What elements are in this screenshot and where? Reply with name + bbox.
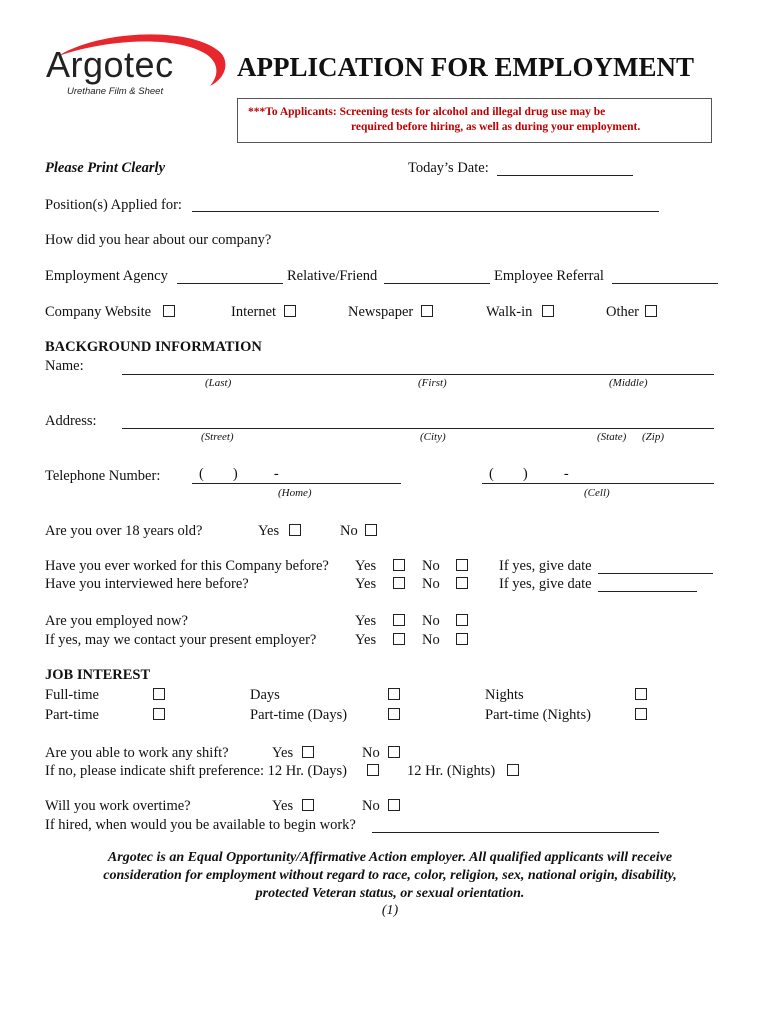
- over-18-question: Are you over 18 years old?: [45, 523, 203, 539]
- walk-in-label: Walk-in: [486, 304, 533, 320]
- interviewed-yes-checkbox[interactable]: [393, 577, 405, 589]
- overtime-no-checkbox[interactable]: [388, 799, 400, 811]
- other-checkbox[interactable]: [645, 305, 657, 317]
- contact-employer-no-checkbox[interactable]: [456, 633, 468, 645]
- worked-before-yes-label: Yes: [355, 558, 377, 574]
- full-time-checkbox[interactable]: [153, 688, 165, 700]
- interviewed-date-label: If yes, give date: [499, 576, 592, 592]
- worked-before-yes-checkbox[interactable]: [393, 559, 405, 571]
- part-time-checkbox[interactable]: [153, 708, 165, 720]
- last-caption: (Last): [205, 377, 232, 389]
- contact-employer-no-label: No: [422, 632, 440, 648]
- telephone-label: Telephone Number:: [45, 468, 161, 484]
- twelve-hr-days-checkbox[interactable]: [367, 764, 379, 776]
- availability-question: If hired, when would you be available to begin work?: [45, 817, 356, 833]
- company-website-label: Company Website: [45, 304, 152, 320]
- notice-line-1: ***To Applicants: Screening tests for alcohol and illegal drug use may be: [248, 106, 606, 118]
- eeo-line-2: consideration for employment without regard to race, color, religion, sex, national origin, disability,: [103, 868, 677, 883]
- employed-now-no-label: No: [422, 613, 440, 629]
- part-time-days-label: Part-time (Days): [250, 707, 348, 723]
- overtime-no-label: No: [362, 798, 380, 814]
- state-caption: (State): [597, 431, 627, 443]
- eeo-line-3: protected Veteran status, or sexual orientation.: [255, 886, 525, 901]
- name-label: Name:: [45, 358, 84, 374]
- street-caption: (Street): [201, 431, 234, 443]
- overtime-question: Will you work overtime?: [45, 798, 191, 814]
- employee-referral-field[interactable]: [612, 283, 718, 284]
- home-phone-template: ( ) -: [199, 466, 279, 482]
- relative-friend-field[interactable]: [384, 283, 490, 284]
- worked-before-no-label: No: [422, 558, 440, 574]
- page-title: APPLICATION FOR EMPLOYMENT: [237, 52, 694, 82]
- logo-tagline: Urethane Film & Sheet: [67, 86, 164, 97]
- cell-caption: (Cell): [584, 487, 610, 499]
- city-caption: (City): [420, 431, 446, 443]
- part-time-nights-checkbox[interactable]: [635, 708, 647, 720]
- other-label: Other: [606, 304, 640, 320]
- interviewed-yes-label: Yes: [355, 576, 377, 592]
- over-18-no-label: No: [340, 523, 358, 539]
- full-time-label: Full-time: [45, 687, 99, 703]
- print-clearly-label: Please Print Clearly: [45, 160, 166, 176]
- over-18-yes-checkbox[interactable]: [289, 524, 301, 536]
- nights-label: Nights: [485, 687, 524, 703]
- part-time-label: Part-time: [45, 707, 99, 723]
- name-field[interactable]: [122, 374, 714, 375]
- cell-phone-template: ( ) -: [489, 466, 569, 482]
- newspaper-label: Newspaper: [348, 304, 414, 320]
- home-phone-field[interactable]: [192, 483, 401, 484]
- employee-referral-label: Employee Referral: [494, 268, 604, 284]
- twelve-hr-nights-label: 12 Hr. (Nights): [407, 763, 496, 779]
- todays-date-field[interactable]: [497, 175, 633, 176]
- any-shift-question: Are you able to work any shift?: [45, 745, 229, 761]
- over-18-no-checkbox[interactable]: [365, 524, 377, 536]
- relative-friend-label: Relative/Friend: [287, 268, 378, 284]
- internet-label: Internet: [231, 304, 277, 320]
- shift-preference-label: If no, please indicate shift preference: 12 Hr. (Days): [45, 763, 347, 779]
- employment-agency-field[interactable]: [177, 283, 283, 284]
- employed-now-no-checkbox[interactable]: [456, 614, 468, 626]
- logo-wordmark: Argotec: [46, 44, 174, 85]
- page-number: (1): [381, 903, 399, 918]
- address-label: Address:: [45, 413, 97, 429]
- overtime-yes-checkbox[interactable]: [302, 799, 314, 811]
- cell-phone-field[interactable]: [482, 483, 714, 484]
- drug-screening-notice: [237, 98, 712, 143]
- contact-employer-yes-label: Yes: [355, 632, 377, 648]
- employed-now-yes-label: Yes: [355, 613, 377, 629]
- any-shift-yes-label: Yes: [272, 745, 294, 761]
- home-caption: (Home): [278, 487, 312, 499]
- address-field[interactable]: [122, 428, 714, 429]
- interviewed-question: Have you interviewed here before?: [45, 576, 249, 592]
- middle-caption: (Middle): [609, 377, 648, 389]
- worked-before-question: Have you ever worked for this Company before?: [45, 558, 329, 574]
- first-caption: (First): [418, 377, 447, 389]
- todays-date-label: Today’s Date:: [408, 160, 489, 176]
- days-label: Days: [250, 687, 280, 703]
- worked-before-date-label: If yes, give date: [499, 558, 592, 574]
- interviewed-no-checkbox[interactable]: [456, 577, 468, 589]
- any-shift-no-checkbox[interactable]: [388, 746, 400, 758]
- positions-field[interactable]: [192, 211, 659, 212]
- employed-now-question: Are you employed now?: [45, 613, 188, 629]
- contact-employer-yes-checkbox[interactable]: [393, 633, 405, 645]
- internet-checkbox[interactable]: [284, 305, 296, 317]
- job-interest-heading: JOB INTEREST: [45, 667, 151, 683]
- background-heading: BACKGROUND INFORMATION: [45, 339, 262, 355]
- any-shift-yes-checkbox[interactable]: [302, 746, 314, 758]
- positions-label: Position(s) Applied for:: [45, 197, 182, 213]
- interviewed-date-field[interactable]: [598, 591, 697, 592]
- eeo-line-1: Argotec is an Equal Opportunity/Affirmative Action employer. All qualified applicants will receive: [107, 850, 673, 865]
- company-website-checkbox[interactable]: [163, 305, 175, 317]
- days-checkbox[interactable]: [388, 688, 400, 700]
- twelve-hr-nights-checkbox[interactable]: [507, 764, 519, 776]
- any-shift-no-label: No: [362, 745, 380, 761]
- part-time-days-checkbox[interactable]: [388, 708, 400, 720]
- part-time-nights-label: Part-time (Nights): [485, 707, 591, 723]
- over-18-yes-label: Yes: [258, 523, 280, 539]
- worked-before-no-checkbox[interactable]: [456, 559, 468, 571]
- overtime-yes-label: Yes: [272, 798, 294, 814]
- employed-now-yes-checkbox[interactable]: [393, 614, 405, 626]
- nights-checkbox[interactable]: [635, 688, 647, 700]
- eeo-statement: [40, 849, 740, 903]
- newspaper-checkbox[interactable]: [421, 305, 433, 317]
- contact-employer-question: If yes, may we contact your present employer?: [45, 632, 317, 648]
- interviewed-no-label: No: [422, 576, 440, 592]
- worked-before-date-field[interactable]: [598, 573, 713, 574]
- zip-caption: (Zip): [642, 431, 664, 443]
- hear-about-question: How did you hear about our company?: [45, 232, 272, 248]
- notice-line-2: required before hiring, as well as during your employment.: [351, 121, 641, 133]
- availability-field[interactable]: [372, 832, 659, 833]
- employment-agency-label: Employment Agency: [45, 268, 168, 284]
- walk-in-checkbox[interactable]: [542, 305, 554, 317]
